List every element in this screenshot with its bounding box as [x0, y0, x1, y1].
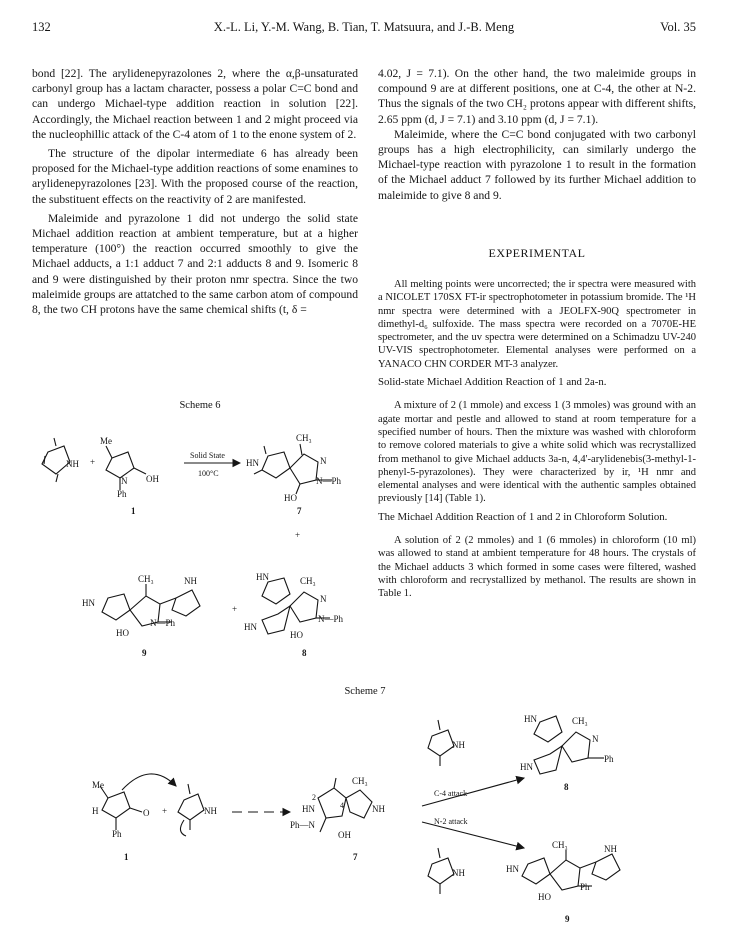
atom-label: N [121, 476, 128, 486]
arrow-condition: 100°C [198, 469, 219, 478]
atom-label: NH [452, 740, 465, 750]
maleimide-structure [428, 720, 454, 766]
atom-label: Ph [117, 489, 127, 499]
atom-label: HO [116, 628, 129, 638]
atom-label: NH [204, 806, 217, 816]
maleimide-structure [178, 784, 204, 836]
atom-label: HN [520, 762, 533, 772]
atom-label: N—Ph [150, 618, 176, 628]
atom-label: NH [372, 804, 385, 814]
compound-number: 1 [131, 506, 136, 516]
adduct-7-structure [318, 778, 372, 832]
atom-label: Me [92, 780, 104, 790]
adduct-8-structure [262, 578, 330, 634]
compound-number: 8 [564, 782, 569, 792]
section-title: Solid-state Michael Addition Reaction of 1 and 2a-n. [378, 376, 607, 389]
paragraph: Maleimide, where the C=C bond conjugated with two carbonyl groups has a high electrophilicity, can similarly undergo the Michael-type reaction with pyrazolone 1 to result in the formation of the Michael adduct 7 followed by its further Michael addition to maleimide to give 8 and 9. [378, 127, 696, 202]
atom-label: HN [82, 598, 95, 608]
atom-label: H [92, 806, 99, 816]
paragraph: A solution of 2 (2 mmoles) and 1 (6 mmoles) in chloroform (10 ml) was allowed to stand at ambient temperature for 48 hours. The crystals of the Michael adducts 3 which formed in some cases were filtered, washed with chloroform and recrystallized by methanol. The results are shown in Table 1. [378, 535, 696, 600]
atom-label: Ph [604, 754, 614, 764]
compound-number: 9 [142, 648, 147, 658]
atom-label: Ph [580, 882, 590, 892]
adduct-9-structure [522, 850, 620, 890]
atom-label: OH [338, 830, 351, 840]
compound-number: 9 [565, 914, 570, 924]
paragraph: The structure of the dipolar intermediate 6 has already been proposed for the Michael-type addition reactions of some enamines to arylidenepyrazolones [23]. With the proposed course of the reaction, the substituent effects on the reactivity of 2 are manifested. [32, 147, 358, 206]
maleimide-structure [428, 848, 454, 894]
scheme-6-title: Scheme 6 [179, 400, 221, 411]
atom-label: HO [538, 892, 551, 902]
atom-label: CH₃ [552, 840, 568, 850]
atom-label: N [592, 734, 599, 744]
atom-label: CH₃ [352, 776, 368, 786]
atom-label: HO [290, 630, 303, 640]
author-line: X.-L. Li, Y.-M. Wang, B. Tian, T. Matsuura, and J.-B. Meng [213, 20, 515, 34]
atom-label: N—Ph [316, 476, 342, 486]
atom-label: Me [100, 436, 112, 446]
page-number: 132 [32, 20, 51, 34]
section-title: The Michael Addition Reaction of 1 and 2 in Chloroform Solution. [378, 510, 668, 523]
plus-sign: + [90, 457, 96, 467]
atom-label: CH₃ [138, 574, 154, 584]
atom-label: O [143, 808, 150, 818]
paragraph: Maleimide and pyrazolone 1 did not undergo the solid state Michael addition reaction at ambient temperature, but at a higher temperature (100°) the reaction occurred smoothly to give the Michael adducts, a 1:1 adduct 7 and 2:1 adducts 8 and 9. Isomeric 8 and 9 were distinguished by their proton nmr spectra. Since the two maleimide groups are attatched to the same carbon atom of compound 8, the two CH protons have the same chemical shifts (t, δ = [32, 211, 358, 317]
atom-locant: 2 [312, 793, 316, 802]
plus-sign: + [295, 530, 301, 540]
atom-label: CH₃ [296, 433, 312, 443]
atom-label: NH [452, 868, 465, 878]
compound-number: 7 [297, 506, 302, 516]
atom-label: HN [524, 714, 537, 724]
atom-label: N—Ph [318, 614, 344, 624]
atom-locant: 4 [340, 801, 344, 810]
plus-sign: + [162, 806, 168, 816]
atom-label: HN [302, 804, 315, 814]
atom-label: OH [146, 474, 159, 484]
atom-label: CH₃ [572, 716, 588, 726]
paragraph: bond [22]. The arylidenepyrazolones 2, where the α,β-unsaturated carbonyl group has a lactam character, possess a polar C=C bond and can undergo Michael-type addition reaction in solution [22]. Accordingly, the Michael reaction between 1 and 2 might proceed via the nucleophillic attack of the C-4 atom of 1 to the enone system of 2. [32, 67, 358, 141]
experimental-heading: EXPERIMENTAL [488, 246, 586, 260]
atom-label: HN [246, 458, 259, 468]
atom-label: CH₃ [300, 576, 316, 586]
volume-label: Vol. 35 [660, 20, 696, 34]
atom-label: HN [244, 622, 257, 632]
atom-label: NH [184, 576, 197, 586]
atom-label: N [320, 456, 327, 466]
atom-label: HO [284, 493, 297, 503]
atom-label: N [320, 594, 327, 604]
atom-label: NH [66, 459, 79, 469]
atom-label: HN [256, 572, 269, 582]
attack-label: C-4 attack [434, 789, 468, 798]
arrow-condition: Solid State [190, 451, 225, 460]
adduct-7-structure [254, 444, 332, 494]
plus-sign: + [232, 604, 238, 614]
adduct-8-structure [534, 716, 604, 774]
pyrazolone-anion-structure [100, 774, 176, 830]
atom-label: HN [506, 864, 519, 874]
paragraph: 4.02, J = 7.1). On the other hand, the two maleimide groups in compound 9 are at different positions, one at C-4, the other at N-2. Thus the signals of the two CH₂ protons appear with different shifts, 2.65 ppm (d, J = 7.1) and 3.10 ppm (d, J = 7.1). [378, 67, 696, 126]
compound-number: 7 [353, 852, 358, 862]
attack-label: N-2 attack [434, 817, 468, 826]
atom-label: NH [604, 844, 617, 854]
paragraph: A mixture of 2 (1 mmole) and excess 1 (3 mmoles) was ground with an agate mortar and pestle and allowed to stand at room temperature for a specified number of hours. Then the mixture was washed with chloroform to remove colored materials to give a white solid which was recrystallized from methanol to give Michael adducts 3a-n, 4,4'-arylidenebis(3-methyl-1-phenyl-5-pyrazolones). They were characterized by ir, ¹H nmr and elemental analyses and were identical with the authentic samples obtained previously [14] (Table 1). [378, 400, 696, 505]
compound-number: 8 [302, 648, 307, 658]
atom-label: Ph—N [290, 820, 316, 830]
atom-label: Ph [112, 829, 122, 839]
compound-number: 1 [124, 852, 129, 862]
scheme-7-title: Scheme 7 [344, 686, 386, 697]
paragraph: All melting points were uncorrected; the ir spectra were measured with a NICOLET 170SX FT-ir spectrophotometer in potassium bromide. The ¹H nmr spectra were determined with a JEOLFX-90Q spectrometer in dimethyl-d₆ sulfoxide. The mass spectra were recorded on a 7070E-HE spectrometer, and the uv spectra were determined on a Schimadzu UV-240 UV-VIS spectrophotometer. Elemental analyses were performed on a YANACO CHN CORDER MT-3 analyzer. [378, 279, 696, 370]
